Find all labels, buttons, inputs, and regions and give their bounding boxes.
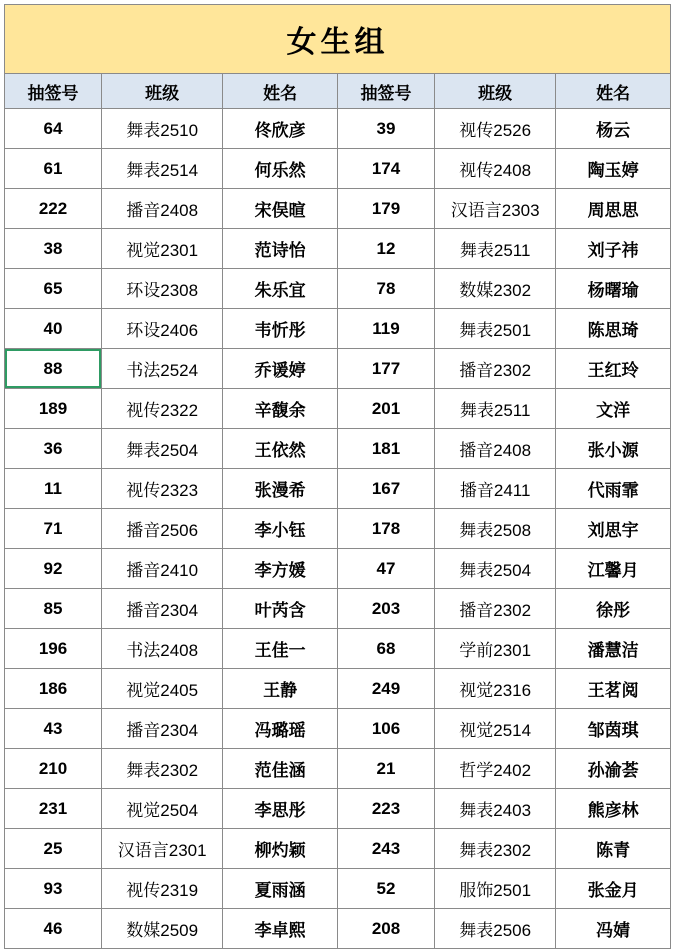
cell-class-left[interactable]: 视传2319 [102,869,223,909]
cell-name-right[interactable]: 杨云 [556,109,671,149]
cell-draw-number-right[interactable]: 208 [337,909,434,949]
title-row [5,5,671,74]
cell-class-right[interactable]: 学前2301 [435,629,556,669]
table-row [5,749,671,789]
cell-class-left[interactable]: 播音2506 [102,509,223,549]
cell-class-left[interactable]: 书法2408 [102,629,223,669]
cell-name-right[interactable]: 文洋 [556,389,671,429]
cell-class-right[interactable]: 舞表2302 [435,829,556,869]
table-row [5,589,671,629]
table-row [5,309,671,349]
table-row [5,509,671,549]
cell-name-left[interactable]: 王佳一 [223,629,338,669]
cell-class-right[interactable]: 视觉2514 [435,709,556,749]
table-header-row [5,74,671,109]
cell-draw-number-right[interactable]: 249 [337,669,434,709]
cell-draw-number-right[interactable]: 68 [337,629,434,669]
cell-draw-number-right[interactable]: 201 [337,389,434,429]
cell-name-right[interactable]: 邹茵琪 [556,709,671,749]
cell-name-right[interactable]: 江馨月 [556,549,671,589]
cell-name-left[interactable]: 王静 [223,669,338,709]
cell-class-left[interactable]: 舞表2302 [102,749,223,789]
cell-class-right[interactable]: 舞表2508 [435,509,556,549]
cell-class-left[interactable]: 舞表2514 [102,149,223,189]
cell-draw-number-left[interactable]: 11 [5,469,102,509]
cell-draw-number-left[interactable]: 93 [5,869,102,909]
cell-name-right[interactable]: 熊彦林 [556,789,671,829]
cell-name-right[interactable]: 刘子祎 [556,229,671,269]
cell-class-left[interactable]: 数媒2509 [102,909,223,949]
cell-draw-number-left[interactable]: 46 [5,909,102,949]
cell-draw-number-left[interactable]: 92 [5,549,102,589]
cell-class-right[interactable]: 播音2302 [435,589,556,629]
cell-draw-number-left[interactable]: 71 [5,509,102,549]
cell-draw-number-left[interactable]: 64 [5,109,102,149]
cell-class-left[interactable]: 环设2406 [102,309,223,349]
page-title: 女生组 [5,5,671,74]
cell-name-left[interactable]: 柳灼颖 [223,829,338,869]
cell-draw-number-right[interactable]: 179 [337,189,434,229]
table-row [5,149,671,189]
cell-draw-number-right[interactable]: 243 [337,829,434,869]
table-row [5,629,671,669]
cell-name-left[interactable]: 张漫希 [223,469,338,509]
column-header-draw-number-right: 抽签号 [337,74,434,109]
cell-name-left[interactable]: 范佳涵 [223,749,338,789]
cell-draw-number-left-selected[interactable]: 88 [5,349,102,389]
cell-name-left[interactable]: 李方媛 [223,549,338,589]
cell-class-left[interactable]: 舞表2504 [102,429,223,469]
cell-draw-number-left[interactable]: 210 [5,749,102,789]
cell-name-left[interactable]: 范诗怡 [223,229,338,269]
cell-class-left[interactable]: 视传2322 [102,389,223,429]
cell-name-left[interactable]: 夏雨涵 [223,869,338,909]
cell-draw-number-right[interactable]: 174 [337,149,434,189]
cell-draw-number-right[interactable]: 178 [337,509,434,549]
cell-name-right[interactable]: 张金月 [556,869,671,909]
cell-class-right[interactable]: 舞表2511 [435,389,556,429]
cell-class-left[interactable]: 播音2410 [102,549,223,589]
cell-class-right[interactable]: 视传2408 [435,149,556,189]
cell-class-left[interactable]: 汉语言2301 [102,829,223,869]
cell-draw-number-left[interactable]: 61 [5,149,102,189]
cell-class-right[interactable]: 播音2411 [435,469,556,509]
cell-class-right[interactable]: 哲学2402 [435,749,556,789]
cell-draw-number-left[interactable]: 196 [5,629,102,669]
cell-draw-number-left[interactable]: 25 [5,829,102,869]
cell-draw-number-right[interactable]: 223 [337,789,434,829]
cell-name-right[interactable]: 杨曙瑜 [556,269,671,309]
cell-class-left[interactable]: 舞表2510 [102,109,223,149]
cell-name-right[interactable]: 周思思 [556,189,671,229]
table-row [5,789,671,829]
cell-name-right[interactable]: 陈思琦 [556,309,671,349]
cell-draw-number-right[interactable]: 177 [337,349,434,389]
column-header-name-right: 姓名 [556,74,671,109]
table-row [5,389,671,429]
table-row [5,909,671,949]
cell-class-right[interactable]: 服饰2501 [435,869,556,909]
cell-draw-number-left[interactable]: 65 [5,269,102,309]
cell-draw-number-left[interactable]: 231 [5,789,102,829]
cell-name-right[interactable]: 孙渝荟 [556,749,671,789]
cell-draw-number-left[interactable]: 40 [5,309,102,349]
cell-class-left[interactable]: 视觉2405 [102,669,223,709]
cell-draw-number-right[interactable]: 119 [337,309,434,349]
cell-class-right[interactable]: 汉语言2303 [435,189,556,229]
cell-draw-number-left[interactable]: 222 [5,189,102,229]
cell-name-left[interactable]: 何乐然 [223,149,338,189]
cell-name-right[interactable]: 王红玲 [556,349,671,389]
cell-class-left[interactable]: 播音2304 [102,709,223,749]
table-row [5,109,671,149]
cell-class-right[interactable]: 舞表2403 [435,789,556,829]
table-row [5,429,671,469]
cell-draw-number-right[interactable]: 39 [337,109,434,149]
cell-draw-number-right[interactable]: 181 [337,429,434,469]
table-row [5,709,671,749]
cell-name-right[interactable]: 冯婧 [556,909,671,949]
cell-name-left[interactable]: 李卓熙 [223,909,338,949]
roster-table [4,4,671,949]
cell-draw-number-right[interactable]: 21 [337,749,434,789]
cell-draw-number-right[interactable]: 12 [337,229,434,269]
cell-name-left[interactable]: 乔谖婷 [223,349,338,389]
cell-name-left[interactable]: 李小钰 [223,509,338,549]
cell-name-right[interactable]: 陈青 [556,829,671,869]
cell-draw-number-left[interactable]: 36 [5,429,102,469]
cell-class-right[interactable]: 视觉2316 [435,669,556,709]
table-row [5,869,671,909]
column-header-name-left: 姓名 [223,74,338,109]
cell-name-left[interactable]: 朱乐宜 [223,269,338,309]
cell-name-left[interactable]: 叶芮含 [223,589,338,629]
table-row [5,269,671,309]
table-body [5,5,671,949]
column-header-class-left: 班级 [102,74,223,109]
table-row [5,229,671,269]
cell-name-left[interactable]: 宋俣暄 [223,189,338,229]
cell-name-left[interactable]: 佟欣彦 [223,109,338,149]
cell-name-left[interactable]: 王依然 [223,429,338,469]
cell-class-right[interactable]: 视传2526 [435,109,556,149]
cell-name-right[interactable]: 徐彤 [556,589,671,629]
cell-name-right[interactable]: 张小源 [556,429,671,469]
cell-class-right[interactable]: 播音2302 [435,349,556,389]
cell-class-left[interactable]: 播音2304 [102,589,223,629]
cell-class-left[interactable]: 视传2323 [102,469,223,509]
cell-draw-number-right[interactable]: 106 [337,709,434,749]
cell-draw-number-left[interactable]: 43 [5,709,102,749]
cell-name-right[interactable]: 刘思宇 [556,509,671,549]
cell-name-left[interactable]: 韦忻彤 [223,309,338,349]
cell-class-right[interactable]: 舞表2501 [435,309,556,349]
cell-draw-number-right[interactable]: 47 [337,549,434,589]
cell-name-left[interactable]: 辛馥余 [223,389,338,429]
cell-draw-number-left[interactable]: 85 [5,589,102,629]
cell-name-right[interactable]: 陶玉婷 [556,149,671,189]
cell-class-right[interactable]: 舞表2506 [435,909,556,949]
cell-class-right[interactable]: 数媒2302 [435,269,556,309]
cell-draw-number-left[interactable]: 186 [5,669,102,709]
cell-draw-number-right[interactable]: 78 [337,269,434,309]
cell-draw-number-left[interactable]: 189 [5,389,102,429]
cell-class-left[interactable]: 书法2524 [102,349,223,389]
cell-draw-number-left[interactable]: 38 [5,229,102,269]
table-row [5,469,671,509]
cell-class-left[interactable]: 播音2408 [102,189,223,229]
column-header-class-right: 班级 [435,74,556,109]
table-row [5,349,671,389]
cell-name-right[interactable]: 代雨霏 [556,469,671,509]
table-row [5,189,671,229]
cell-draw-number-right[interactable]: 203 [337,589,434,629]
cell-class-left[interactable]: 视觉2504 [102,789,223,829]
table-row [5,669,671,709]
column-header-draw-number-left: 抽签号 [5,74,102,109]
cell-class-left[interactable]: 环设2308 [102,269,223,309]
cell-class-right[interactable]: 舞表2504 [435,549,556,589]
cell-class-right[interactable]: 播音2408 [435,429,556,469]
cell-name-left[interactable]: 李思彤 [223,789,338,829]
cell-class-right[interactable]: 舞表2511 [435,229,556,269]
table-row [5,829,671,869]
cell-name-right[interactable]: 王茗阅 [556,669,671,709]
cell-draw-number-right[interactable]: 52 [337,869,434,909]
cell-name-left[interactable]: 冯璐瑶 [223,709,338,749]
cell-class-left[interactable]: 视觉2301 [102,229,223,269]
table-row [5,549,671,589]
cell-draw-number-right[interactable]: 167 [337,469,434,509]
cell-name-right[interactable]: 潘慧洁 [556,629,671,669]
